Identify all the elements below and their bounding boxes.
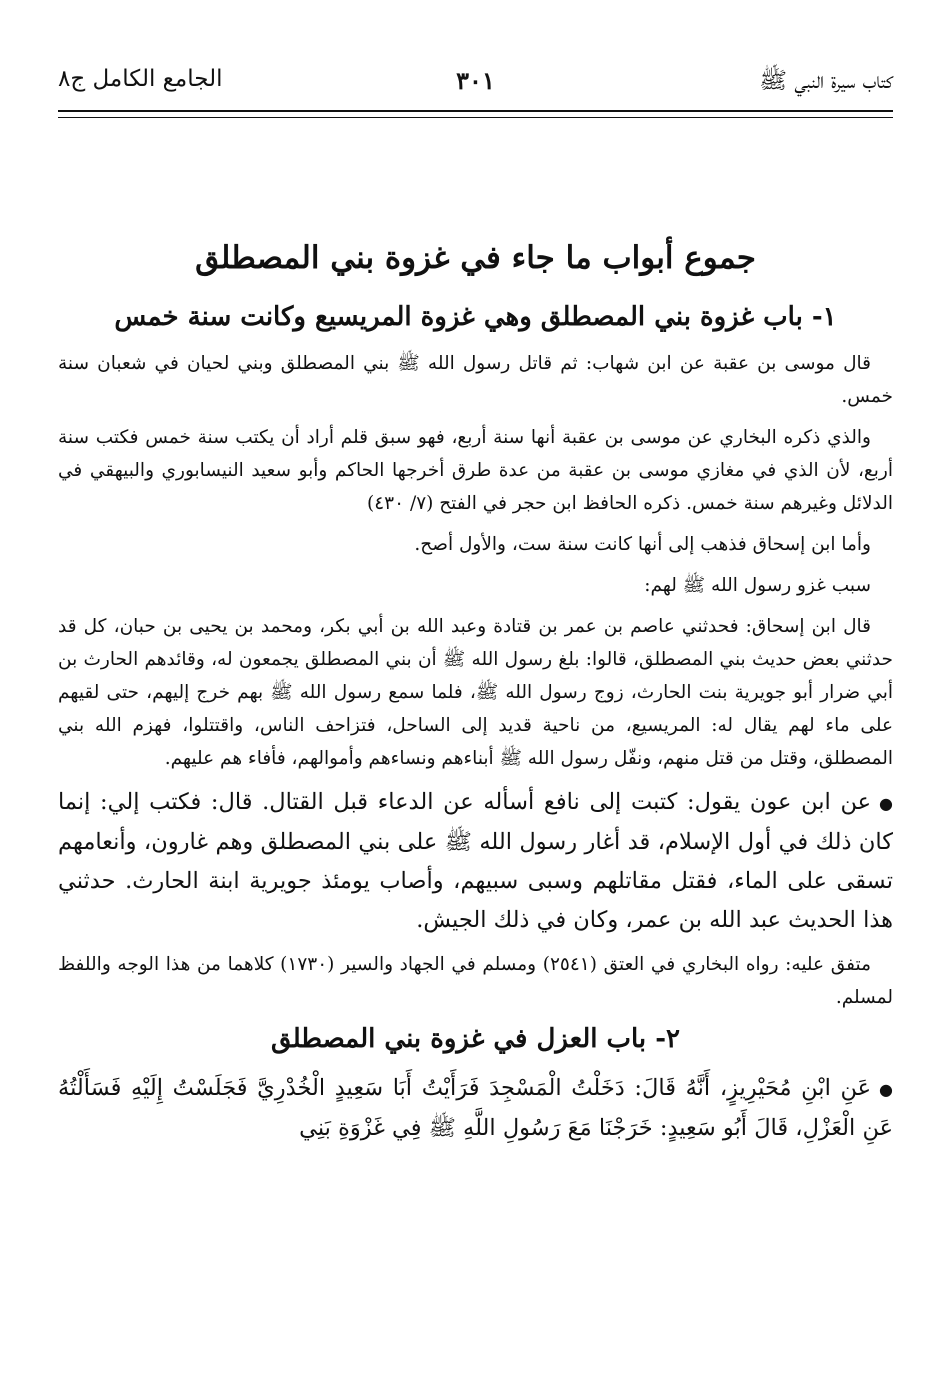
hadith-text: عَنِ ابْنِ مُحَيْرِيزٍ، أَنَّهُ قَالَ: دَخَلْتُ الْمَسْجِدَ فَرَأَيْتُ أَبَا سَعِيدٍ الْخُدْرِيَّ فَجَلَسْتُ إِلَيْهِ فَسَأَلْتُهُ عَنِ الْعَزْلِ، قَالَ أَبُو سَعِيدٍ: خَرَجْنَا مَعَ رَسُولِ اللَّهِ ﷺ فِي غَزْوَةِ بَنِي [58,1075,893,1142]
bullet-icon: ● [879,1080,893,1100]
page-number: ٣٠١ [456,66,495,95]
hadith-text: عن ابن عون يقول: كتبت إلى نافع أسأله عن الدعاء قبل القتال. قال: فكتب إلي: إنما كان ذلك في أول الإسلام، قد أغار رسول الله ﷺ على بني المصطلق وهم غارون، وأنعامهم تسقى على الماء، فقتل مقاتلهم وسبى سبيهم، وأصاب يومئذ جويرية ابنة الحارث. حدثني هذا الحديث عبد الله بن عمر، وكان في ذلك الجيش. [58,789,893,934]
chapter-1-title: ١- باب غزوة بني المصطلق وهي غزوة المريسيع وكانت سنة خمس [114,302,837,333]
hadith-paragraph [58,1069,893,1148]
paragraph: قال ابن إسحاق: فحدثني عاصم بن عمر بن قتادة وعبد الله بن أبي بكر، ومحمد بن يحيى بن حبان، كل قد حدثني بعض حديث بني المصطلق، قالوا: بلغ رسول الله ﷺ أن بني المصطلق يجمعون له، وقائدهم الحارث بن أبي ضرار أبو جويرية بنت الحارث، زوج رسول الله ﷺ، فلما سمع رسول الله ﷺ بهم خرج إليهم، حتى لقيهم على ماء لهم يقال له: المريسيع، من ناحية قديد إلى الساحل، فتزاحف الناس، واقتتلوا، فهزم الله بني المصطلق، وقتل من قتل منهم، ونفّل رسول الله ﷺ أبناءهم ونساءهم وأموالهم، فأفاء هم عليهم. [58,616,893,770]
main-title: جموع أبواب ما جاء في غزوة بني المصطلق [195,240,756,276]
paragraph: والذي ذكره البخاري عن موسى بن عقبة أنها سنة أربع، فهو سبق قلم أراد أن يكتب سنة خمس فكتب سنة أربع، لأن الذي في مغازي موسى بن عقبة من عدة طرق أخرجها الحاكم وأبو سعيد النيسابوري والبيهقي في الدلائل وغيرهم سنة خمس. ذكره الحافظ ابن حجر في الفتح (٧/ ٤٣٠) [58,427,893,515]
hadith-paragraph [58,783,893,940]
page [58,0,893,1377]
chapter-2-title: ٢- باب العزل في غزوة بني المصطلق [271,1024,680,1055]
subheading: سبب غزو رسول الله ﷺ لهم: [644,575,871,597]
paragraph: قال موسى بن عقبة عن ابن شهاب: ثم قاتل رسول الله ﷺ بني المصطلق وبني لحيان في شعبان سنة خمس. [58,353,893,408]
takhrij-paragraph: متفق عليه: رواه البخاري في العتق (٢٥٤١) ومسلم في الجهاد والسير (١٧٣٠) كلاهما من هذا الوجه واللفظ لمسلم. [58,954,893,1009]
running-header [58,66,893,106]
bullet-icon: ● [879,794,893,814]
header-rule [58,110,893,118]
body-text [58,238,893,1156]
book-title: كتاب سيرة النبي ﷺ [759,68,893,94]
paragraph: وأما ابن إسحاق فذهب إلى أنها كانت سنة ست، والأول أصح. [414,534,871,556]
volume-label: الجامع الكامل ج٨ [58,66,223,92]
